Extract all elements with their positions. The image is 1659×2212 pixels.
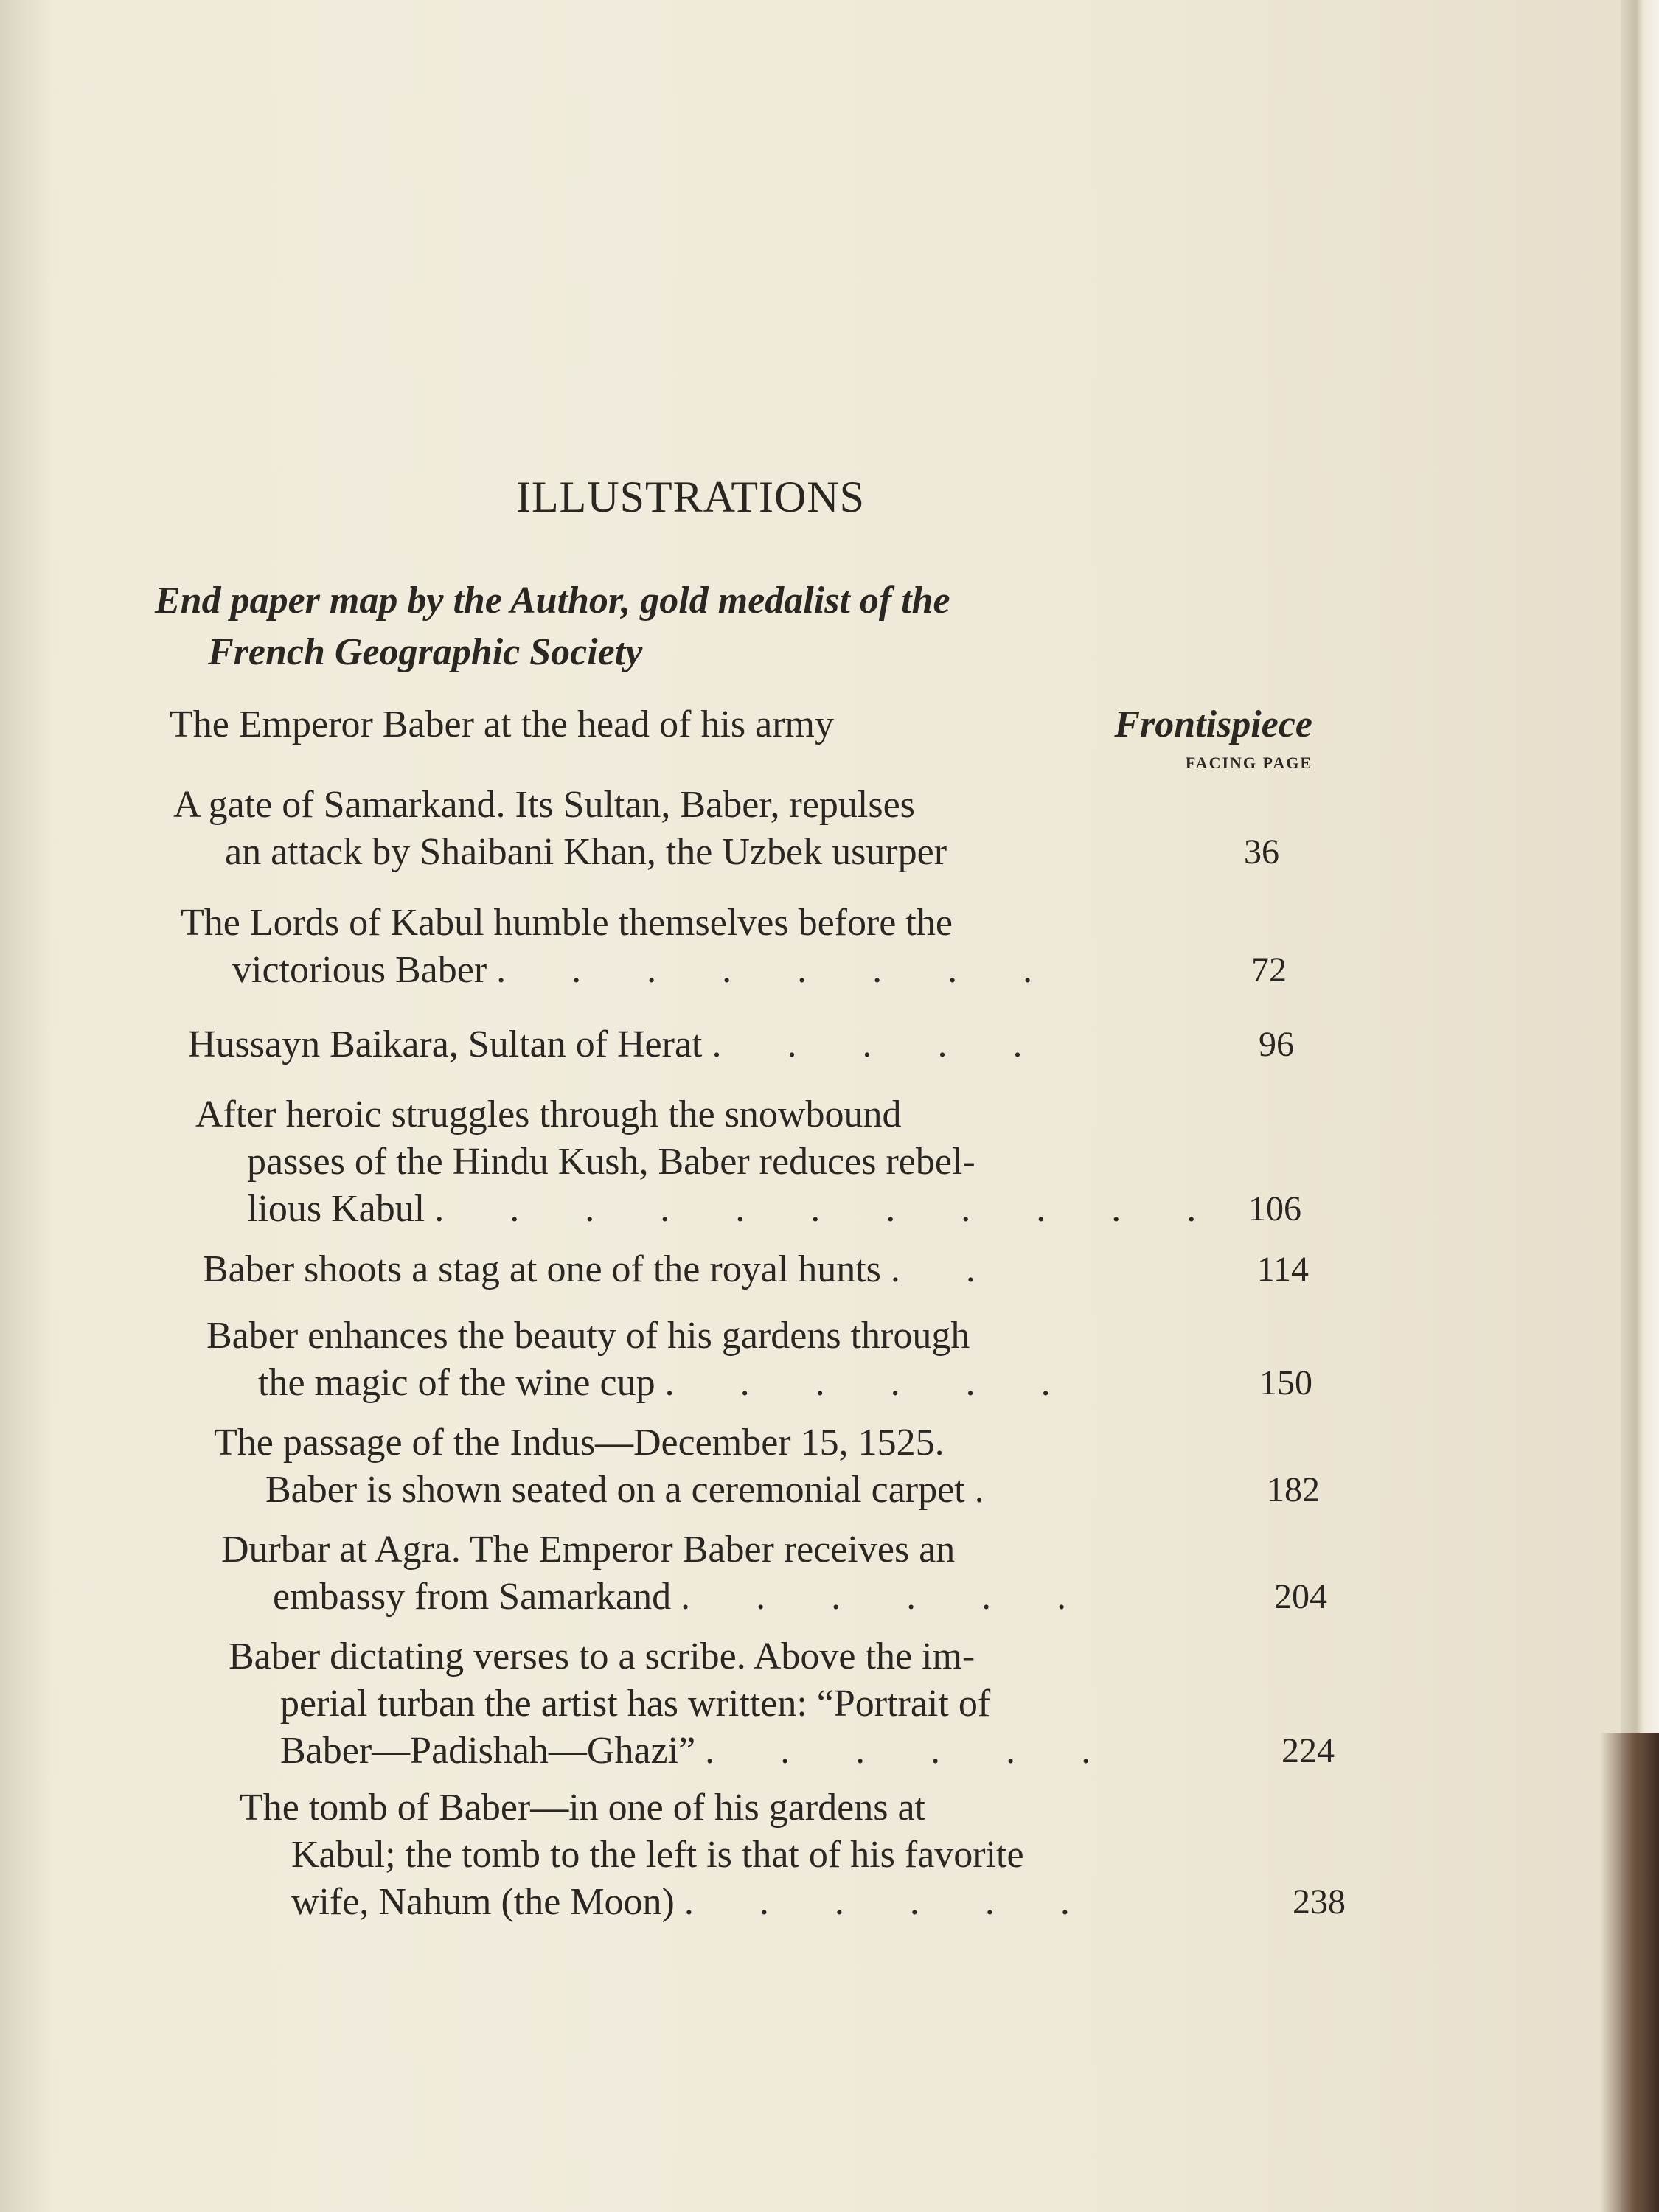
entry-line (188, 1021, 1294, 1068)
leader-dots: . (974, 1469, 1012, 1511)
list-item (188, 1021, 1294, 1068)
entry-line-text: victorious Baber (232, 949, 487, 991)
endpaper-line-2: French Geographic Society (208, 631, 643, 673)
frontispiece-entry (170, 699, 1312, 751)
entry-line (240, 1879, 1346, 1926)
entry-line (206, 1360, 1312, 1407)
entry-line: The Lords of Kabul humble themselves before the (181, 902, 953, 944)
endpaper-note (155, 575, 1261, 678)
frontispiece-caption: The Emperor Baber at the head of his army (170, 703, 834, 745)
entry-line-text: Hussayn Baikara, Sultan of Herat (188, 1023, 703, 1065)
list-item (221, 1526, 1327, 1621)
list-item (206, 1312, 1312, 1407)
entry-line (214, 1467, 1320, 1514)
entry-line: an attack by Shaibani Khan, the Uzbek usurper (225, 831, 947, 873)
entry-line-text: Baber—Padishah—Ghazi” (280, 1730, 696, 1772)
leader-dots: . . (890, 1248, 1004, 1290)
entry-line (203, 1246, 1309, 1293)
entry-line: passes of the Hindu Kush, Baber reduces rebel- (247, 1141, 975, 1183)
book-cover-corner (1600, 1733, 1659, 2212)
entry-page-number: 36 (1244, 832, 1279, 872)
entry-page-number: 114 (1256, 1250, 1309, 1289)
facing-page-label: FACING PAGE (1185, 754, 1312, 772)
list-item (229, 1633, 1335, 1775)
entry-line (221, 1573, 1327, 1621)
entry-line (229, 1728, 1335, 1775)
leader-dots: . . . . . . (681, 1576, 1095, 1618)
entry-line-text: Baber is shown seated on a ceremonial carpet (265, 1469, 965, 1511)
entry-line: Baber dictating verses to a scribe. Above the im- (229, 1635, 975, 1677)
page-title: ILLUSTRATIONS (516, 473, 865, 521)
list-item (173, 782, 1279, 876)
entry-page-number: 224 (1281, 1731, 1335, 1770)
entry-page-number: 96 (1259, 1025, 1294, 1064)
entry-line (181, 947, 1287, 994)
frontispiece-tag: Frontispiece (1114, 703, 1312, 745)
entry-page-number: 72 (1251, 950, 1287, 990)
entry-line: Durbar at Agra. The Emperor Baber receives an (221, 1528, 956, 1571)
entry-line: A gate of Samarkand. Its Sultan, Baber, repulses (173, 784, 915, 826)
leader-dots: . . . . . . (684, 1881, 1098, 1923)
spine-shadow (0, 0, 52, 2212)
entry-line: perial turban the artist has written: “Portrait of (280, 1683, 991, 1725)
entry-line-text: the magic of the wine cup (258, 1362, 655, 1404)
list-item (203, 1246, 1309, 1293)
entry-page-number: 150 (1259, 1363, 1312, 1402)
entry-page-number: 106 (1248, 1189, 1301, 1228)
list-item (240, 1784, 1346, 1926)
list-item (214, 1419, 1320, 1514)
leader-dots: . . . . . . (664, 1362, 1079, 1404)
entry-line: Baber enhances the beauty of his gardens through (206, 1315, 970, 1357)
entry-line: The tomb of Baber—in one of his gardens at (240, 1787, 925, 1829)
entry-page-number: 204 (1274, 1577, 1327, 1616)
entry-line: After heroic struggles through the snowbound (195, 1093, 902, 1135)
entry-line-text: lious Kabul (247, 1188, 425, 1230)
list-item (195, 1091, 1301, 1233)
endpaper-line-1: End paper map by the Author, gold medalist of the (155, 580, 950, 622)
leader-dots: . . . . . . . . (496, 949, 1061, 991)
list-item (181, 900, 1287, 994)
entry-line-text: embassy from Samarkand (273, 1576, 672, 1618)
leader-dots: . . . . . . . . . . . (434, 1188, 1225, 1230)
entry-line: Kabul; the tomb to the left is that of his favorite (291, 1834, 1024, 1876)
leader-dots: . . . . . (712, 1023, 1051, 1065)
entry-page-number: 238 (1293, 1882, 1346, 1921)
entry-line (195, 1186, 1301, 1233)
entry-line-text: wife, Nahum (the Moon) (291, 1881, 675, 1923)
entry-page-number: 182 (1267, 1470, 1320, 1509)
entry-line-text: Baber shoots a stag at one of the royal hunts (203, 1248, 881, 1290)
leader-dots: . . . . . . (705, 1730, 1119, 1772)
entry-line: The passage of the Indus—December 15, 1525. (214, 1422, 945, 1464)
